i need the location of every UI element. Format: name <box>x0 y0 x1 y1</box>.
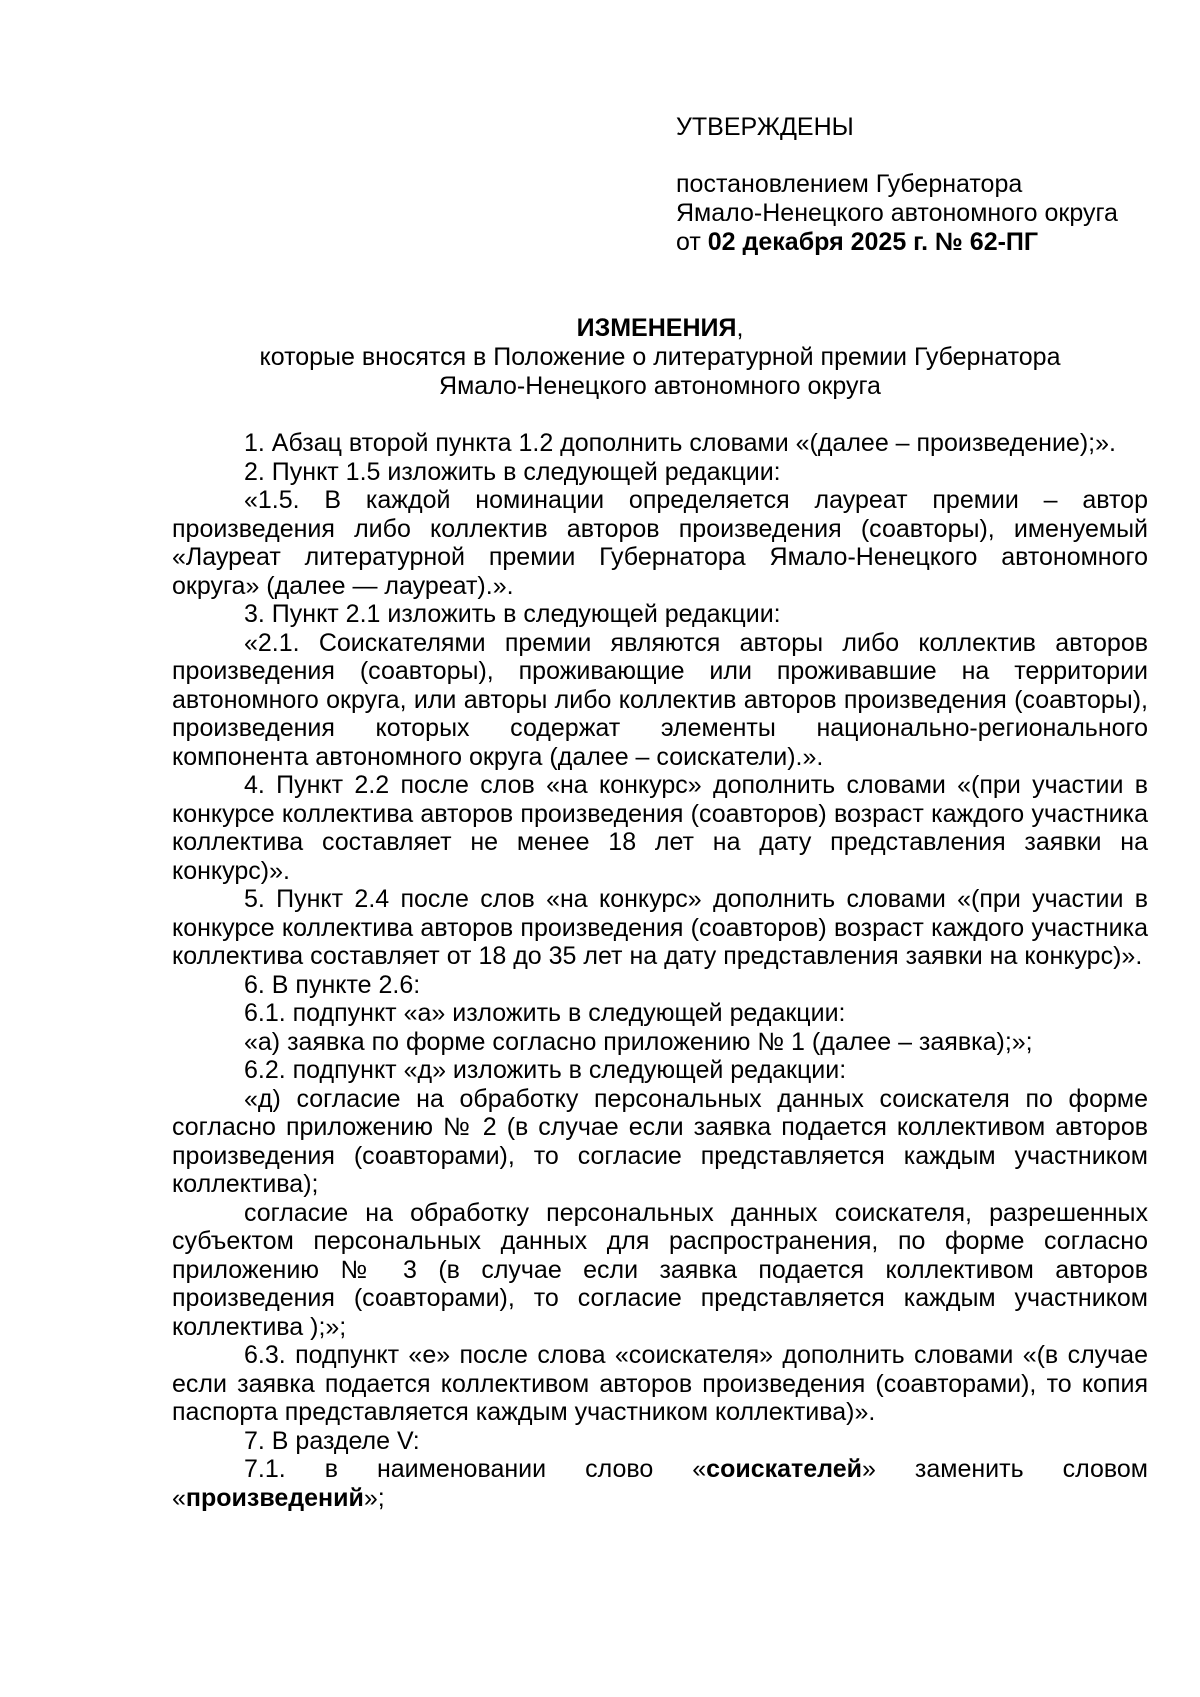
document-body <box>172 429 1148 1512</box>
paragraph-12: «д) согласие на обработку персональных данных соискателя по форме согласно приложению № 2 (в случае если заявка подается коллективом авторов произведения (соавторами), то согласие представляется каждым участником коллектива); <box>172 1084 1148 1198</box>
paragraph-3: «1.5. В каждой номинации определяется лауреат премии – автор произведения либо коллектив авторов произведения (соавторы), именуемый «Лауреат литературной премии Губернатора Ямало-Ненецкого автономного округа» (далее — лауреат).». <box>172 486 1148 600</box>
approval-line-1: постановлением Губернатора <box>676 170 1023 198</box>
paragraph-10: «а) заявка по форме согласно приложению № 1 (далее – заявка);»; <box>244 1027 1033 1056</box>
approval-date-prefix: от <box>676 228 708 256</box>
last-item-word-2: произведений <box>185 1483 364 1512</box>
last-item-word-1: соискателей <box>706 1455 863 1483</box>
document-title-line <box>172 314 1148 343</box>
last-item-prefix: 7.1. в наименовании слово « <box>244 1455 707 1483</box>
document-title-suffix: , <box>736 314 744 342</box>
paragraph-8: 6. В пункте 2.6: <box>244 970 421 999</box>
document-heading <box>172 314 1148 401</box>
paragraph-4: 3. Пункт 2.1 изложить в следующей редакции: <box>244 600 781 628</box>
paragraph-15: 7. В разделе V: <box>244 1426 420 1455</box>
paragraph-5: «2.1. Соискателями премии являются авторы либо коллектив авторов произведения (соавторы), проживающие или проживавшие на территории автономного округа, или авторы либо коллектив авторов произведения (соавторы), произведения которых содержат элементы национально-регионального компонента автономного округа (далее – соискатели).». <box>172 628 1148 771</box>
document-subtitle-1: которые вносятся в Положение о литературной премии Губернатора <box>259 343 1061 371</box>
approved-label: УТВЕРЖДЕНЫ <box>676 113 854 141</box>
paragraph-11: 6.2. подпункт «д» изложить в следующей редакции: <box>244 1056 847 1084</box>
paragraph-6: 4. Пункт 2.2 после слов «на конкурс» дополнить словами «(при участии в конкурсе коллектива авторов произведения (соавторов) возраст каждого участника коллектива составляет не менее 18 лет на дату представления заявки на конкурс)». <box>172 771 1148 885</box>
approval-line-2: Ямало-Ненецкого автономного округа <box>676 199 1118 227</box>
document-subtitle-2: Ямало-Ненецкого автономного округа <box>439 372 881 400</box>
last-item-middle: » заменить словом « <box>172 1455 1148 1512</box>
document-title: ИЗМЕНЕНИЯ <box>576 314 737 342</box>
last-item-suffix: »; <box>363 1483 385 1512</box>
approval-date: 02 декабря 2025 г. № 62-ПГ <box>707 228 1039 256</box>
paragraph-16 <box>172 1455 1148 1512</box>
approval-date-line <box>676 228 1186 257</box>
paragraph-1: 1. Абзац второй пункта 1.2 дополнить словами «(далее – произведение);». <box>244 429 1116 457</box>
paragraph-9: 6.1. подпункт «а» изложить в следующей редакции: <box>244 999 846 1027</box>
paragraph-2: 2. Пункт 1.5 изложить в следующей редакции: <box>244 457 781 486</box>
paragraph-14: 6.3. подпункт «е» после слова «соискателя» дополнить словами «(в случае если заявка подается коллективом авторов произведения (соавторами), то копия паспорта представляется каждым участником коллектива)». <box>172 1341 1148 1426</box>
approval-stamp <box>676 113 1186 257</box>
paragraph-13: согласие на обработку персональных данных соискателя, разрешенных субъектом персональных данных для распространения, по форме согласно приложению № 3 (в случае если заявка подается коллективом авторов произведения (соавторами), то согласие представляется каждым участником коллектива );»; <box>172 1198 1148 1341</box>
paragraph-7: 5. Пункт 2.4 после слов «на конкурс» дополнить словами «(при участии в конкурсе коллектива авторов произведения (соавторов) возраст каждого участника коллектива составляет от 18 до 35 лет на дату представления заявки на конкурс)». <box>172 885 1148 970</box>
